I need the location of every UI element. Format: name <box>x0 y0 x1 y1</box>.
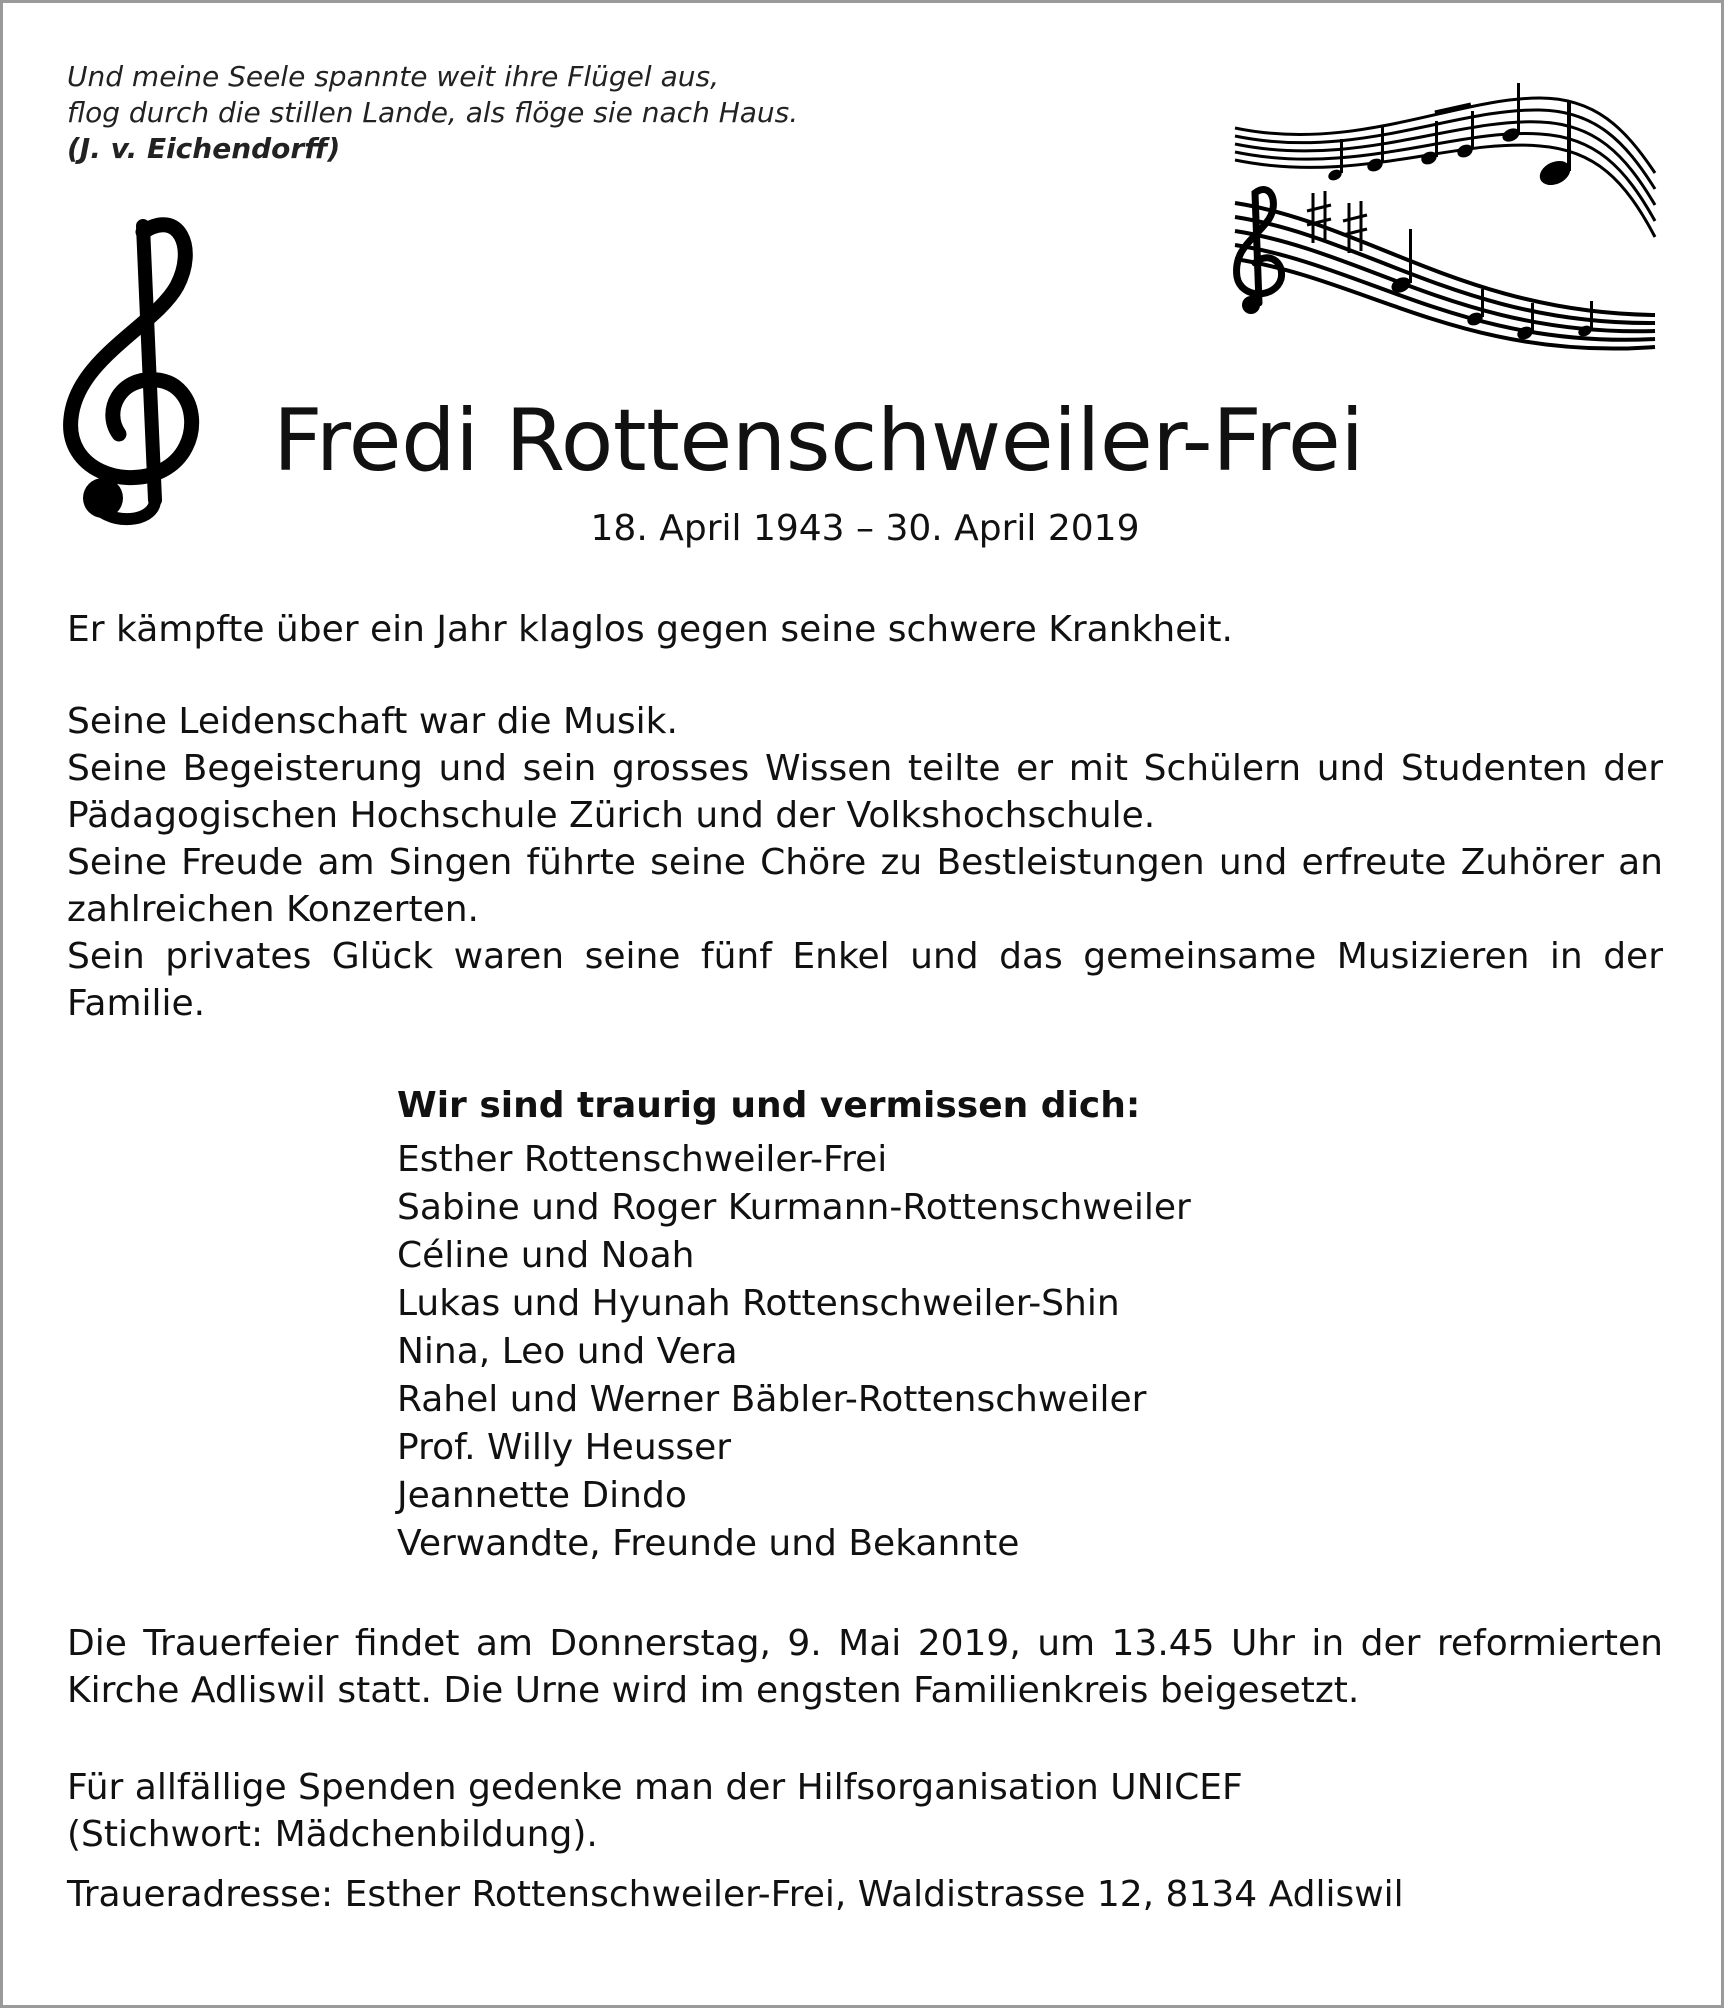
mourner-name: Esther Rottenschweiler-Frei <box>397 1139 888 1180</box>
address-text: Traueradresse: Esther Rottenschweiler-Frei, Waldistrasse 12, 8134 Adliswil <box>67 1874 1404 1915</box>
donation-line: (Stichwort: Mädchenbildung). <box>67 1814 598 1855</box>
funeral-text: Die Trauerfeier findet am Donnerstag, 9. Mai 2019, um 13.45 Uhr in der reformierten Kirche Adliswil statt. Die Urne wird im engsten Familienkreis beigesetzt. <box>67 1623 1663 1711</box>
mourners-list <box>397 1082 1191 1568</box>
mourner-name: Jeannette Dindo <box>397 1475 687 1516</box>
biography-paragraph: Seine Begeisterung und sein grosses Wissen teilte er mit Schülern und Studenten der Pädagogischen Hochschule Zürich und der Volkshochschule. <box>67 748 1663 836</box>
donation-info <box>67 1764 1663 1858</box>
intro-sentence: Er kämpfte über ein Jahr klaglos gegen seine schwere Krankheit. <box>67 609 1233 650</box>
mourner-name: Prof. Willy Heusser <box>397 1427 732 1468</box>
mourning-address <box>67 1871 1663 1918</box>
quote-author: (J. v. Eichendorff) <box>67 132 341 165</box>
mourner-name: Nina, Leo und Vera <box>397 1331 738 1372</box>
biography-paragraph: Sein privates Glück waren seine fünf Enkel und das gemeinsame Musizieren in der Familie. <box>67 936 1663 1024</box>
biography <box>67 698 1663 1027</box>
biography-paragraph: Seine Freude am Singen führte seine Chöre zu Bestleistungen und erfreute Zuhörer an zahlreichen Konzerten. <box>67 842 1663 930</box>
mourner-name: Sabine und Roger Kurmann-Rottenschweiler <box>397 1187 1191 1228</box>
intro-text <box>67 606 1663 653</box>
music-staff-icon <box>1225 53 1665 363</box>
quote-line: Und meine Seele spannte weit ihre Flügel aus, <box>67 60 719 93</box>
mourners-heading: Wir sind traurig und vermissen dich: <box>397 1085 1141 1126</box>
funeral-info <box>67 1620 1663 1714</box>
biography-paragraph: Seine Leidenschaft war die Musik. <box>67 701 678 742</box>
treble-clef-icon <box>59 208 219 528</box>
quote-line: flog durch die stillen Lande, als flöge sie nach Haus. <box>67 96 799 129</box>
deceased-name: Fredi Rottenschweiler-Frei <box>273 391 1364 491</box>
life-dates: 18. April 1943 – 30. April 2019 <box>590 508 1140 549</box>
mourner-name: Verwandte, Freunde und Bekannte <box>397 1523 1020 1564</box>
eichendorff-quote <box>67 59 798 167</box>
mourner-name: Lukas und Hyunah Rottenschweiler-Shin <box>397 1283 1120 1324</box>
donation-line: Für allfällige Spenden gedenke man der Hilfsorganisation UNICEF <box>67 1767 1243 1808</box>
mourner-name: Céline und Noah <box>397 1235 695 1276</box>
mourner-name: Rahel und Werner Bäbler-Rottenschweiler <box>397 1379 1147 1420</box>
